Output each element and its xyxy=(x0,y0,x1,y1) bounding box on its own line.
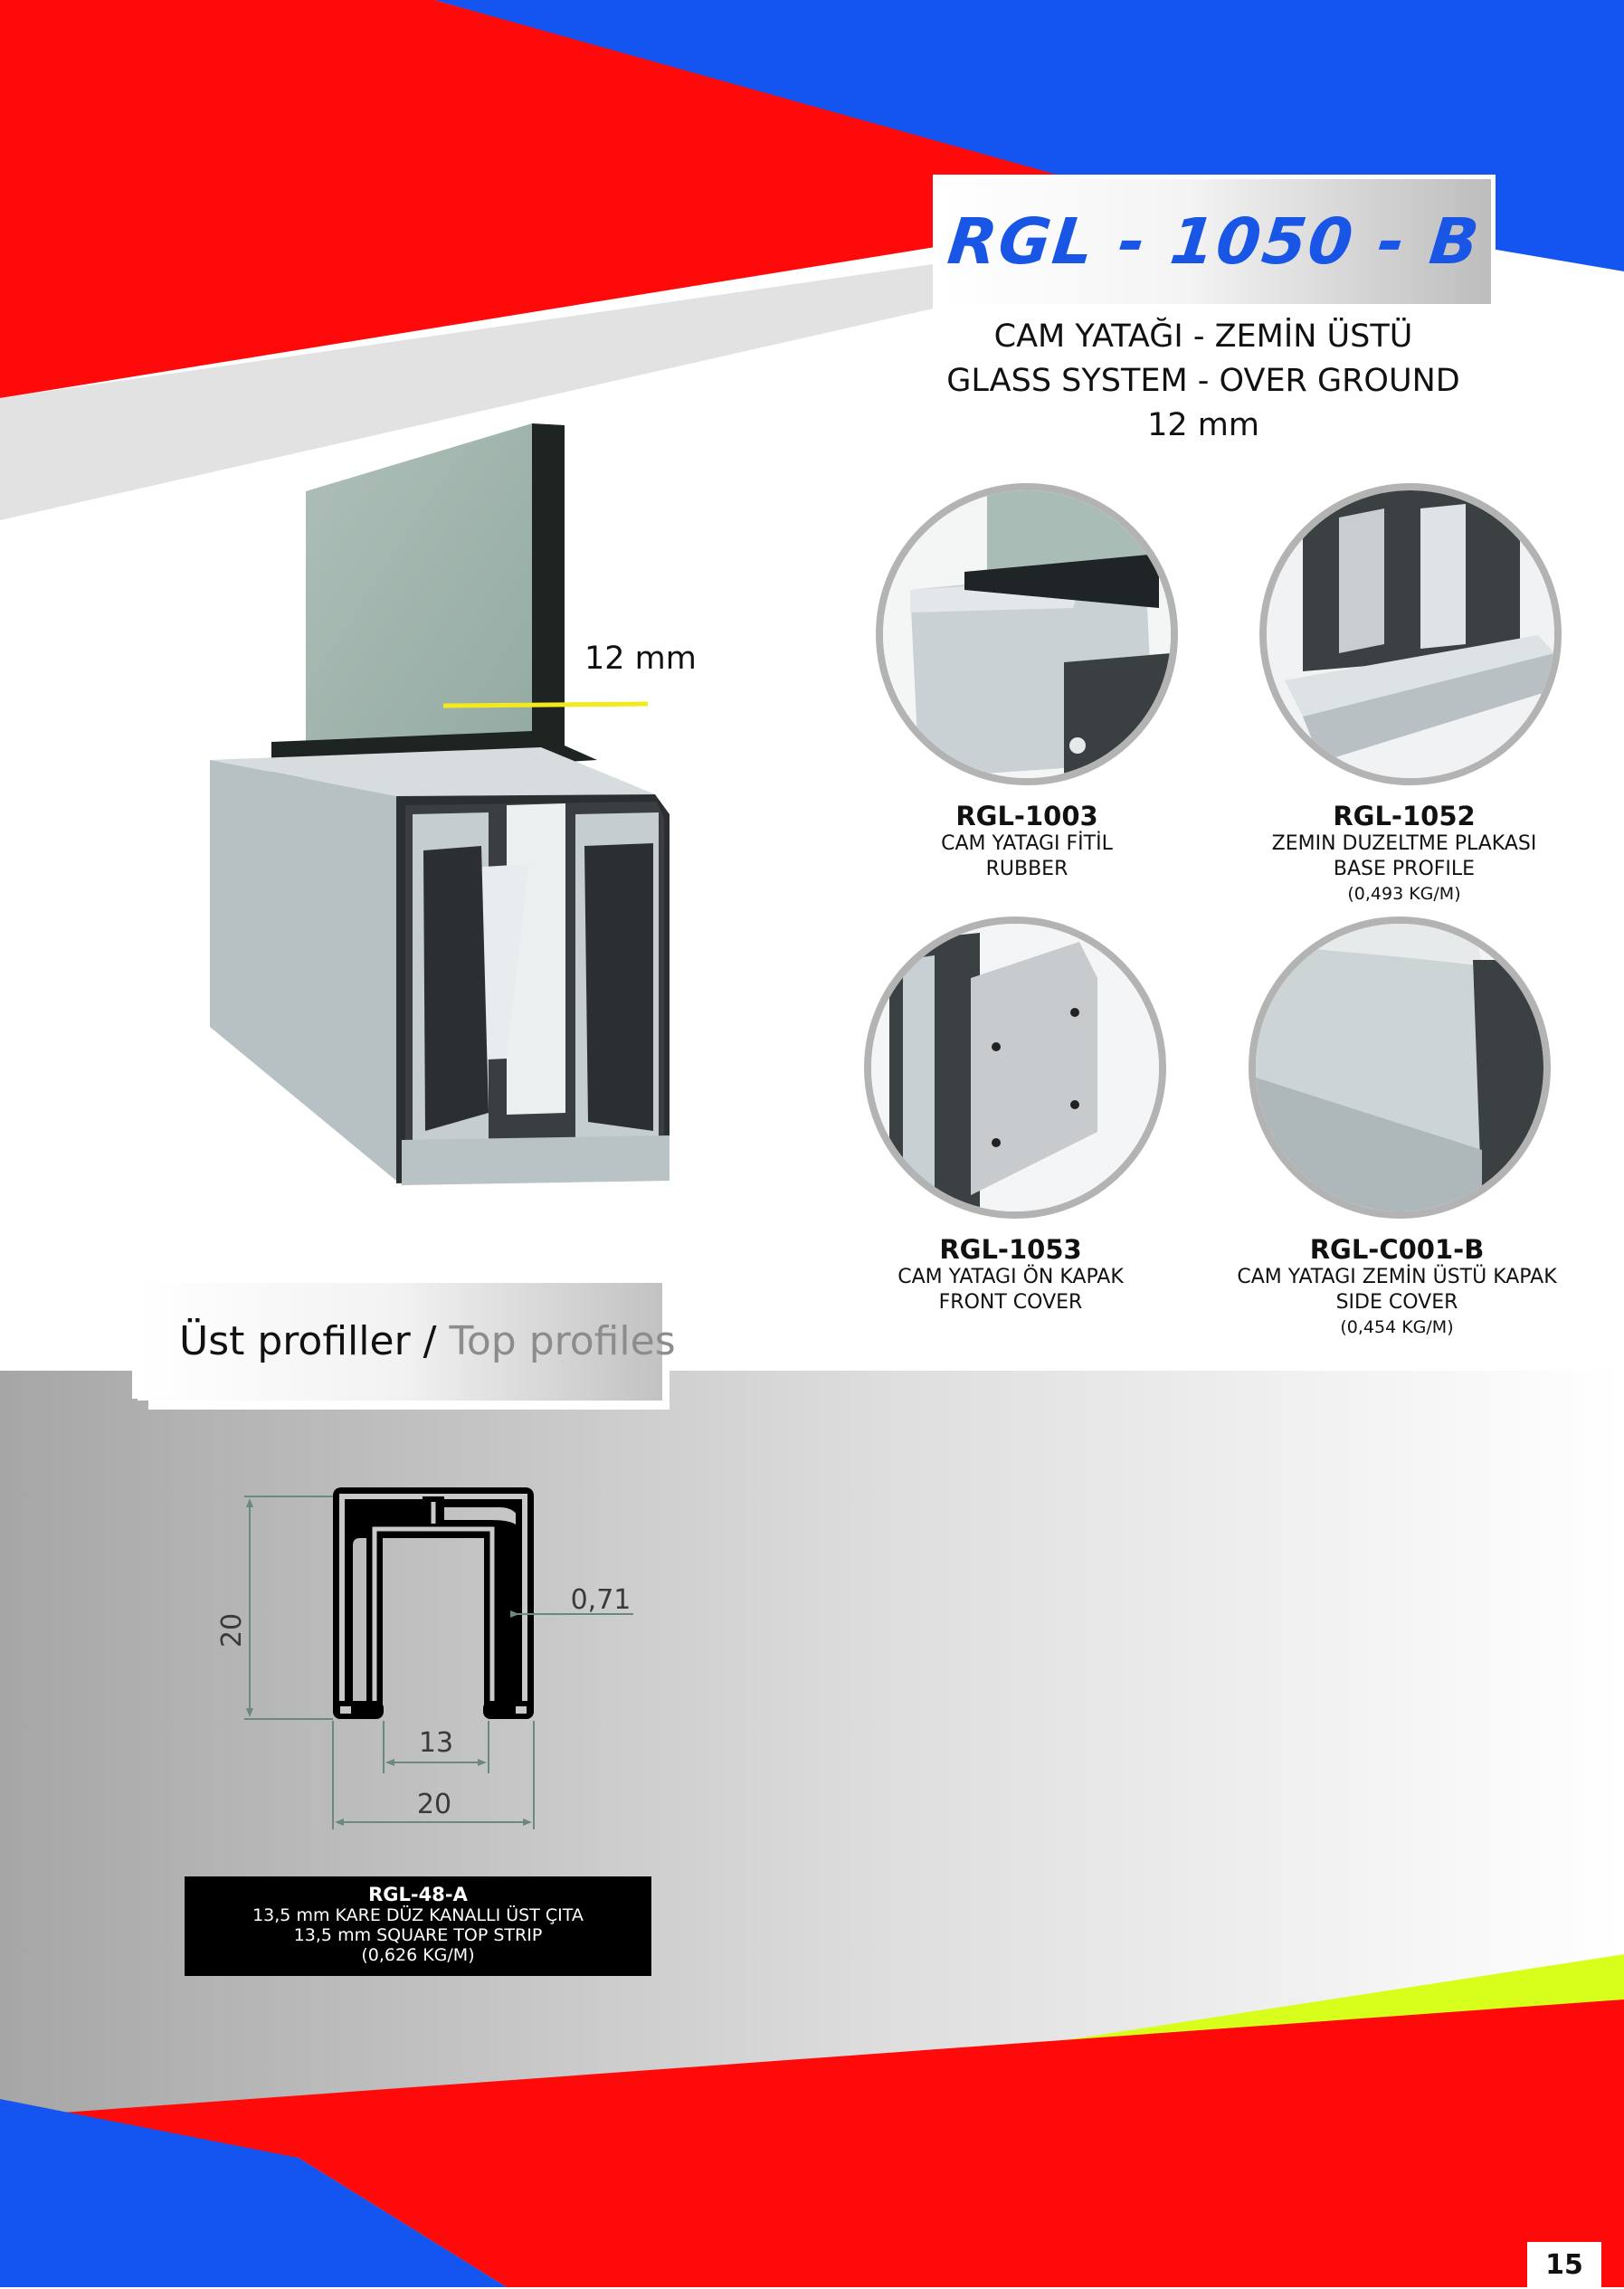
dimension-height: 20 xyxy=(216,1612,248,1648)
part-code: RGL-1003 xyxy=(955,801,1098,831)
part-weight: (0,493 KG/M) xyxy=(1347,884,1461,904)
top-profiles-en: Top profiles xyxy=(449,1318,676,1364)
part-name-en: BASE PROFILE xyxy=(1333,858,1476,880)
part-name-en: RUBBER xyxy=(985,858,1068,880)
dimension-outer-width: 20 xyxy=(416,1789,452,1820)
part-caption-rgl-1052 xyxy=(1214,801,1594,906)
strip-name-en: 13,5 mm SQUARE TOP STRIP xyxy=(293,1925,543,1945)
page-number: 15 xyxy=(1527,2242,1601,2289)
part-name-tr: CAM YATAGI ÖN KAPAK xyxy=(897,1266,1124,1288)
strip-code: RGL-48-A xyxy=(368,1884,468,1905)
part-caption-rgl-1003 xyxy=(837,801,1217,882)
main-product-render xyxy=(210,423,670,1185)
thickness-dimension-line xyxy=(443,704,648,706)
dimension-inner-width: 13 xyxy=(418,1727,454,1759)
part-name-tr: ZEMIN DUZELTME PLAKASI xyxy=(1271,832,1537,855)
part-name-tr: CAM YATAGI ZEMİN ÜSTÜ KAPAK xyxy=(1237,1266,1557,1288)
part-image-rgl-1003 xyxy=(876,483,1178,785)
top-profiles-heading xyxy=(179,1283,676,1401)
part-code: RGL-1053 xyxy=(939,1234,1082,1265)
subtitle-turkish: CAM YATAĞI - ZEMİN ÜSTÜ xyxy=(993,318,1413,355)
subtitle-english: GLASS SYSTEM - OVER GROUND xyxy=(946,363,1460,399)
top-profiles-tr: Üst profiller xyxy=(179,1318,411,1364)
part-caption-rgl-1053 xyxy=(821,1234,1201,1315)
profile-technical-drawing xyxy=(208,1475,660,1846)
thickness-label: 12 mm xyxy=(584,641,697,677)
part-name-en: SIDE COVER xyxy=(1335,1291,1458,1314)
part-name-en: FRONT COVER xyxy=(938,1291,1083,1314)
part-image-rgl-1052 xyxy=(1259,483,1562,785)
part-caption-rgl-c001-b xyxy=(1207,1234,1587,1339)
strip-label-box xyxy=(185,1876,651,1976)
dimension-wall: 0,71 xyxy=(570,1584,632,1616)
part-image-rgl-1053 xyxy=(864,917,1166,1219)
top-profiles-separator: / xyxy=(410,1318,450,1364)
part-image-rgl-c001-b xyxy=(1249,917,1551,1219)
strip-weight: (0,626 KG/M) xyxy=(361,1945,475,1965)
part-code: RGL-1052 xyxy=(1333,801,1476,831)
strip-name-tr: 13,5 mm KARE DÜZ KANALLI ÜST ÇITA xyxy=(252,1905,584,1925)
part-name-tr: CAM YATAGI FİTİL xyxy=(941,832,1113,855)
product-title: RGL - 1050 - B xyxy=(944,204,1485,279)
part-code: RGL-C001-B xyxy=(1309,1234,1485,1265)
part-weight: (0,454 KG/M) xyxy=(1340,1317,1454,1337)
subtitle-thickness: 12 mm xyxy=(1147,407,1259,443)
